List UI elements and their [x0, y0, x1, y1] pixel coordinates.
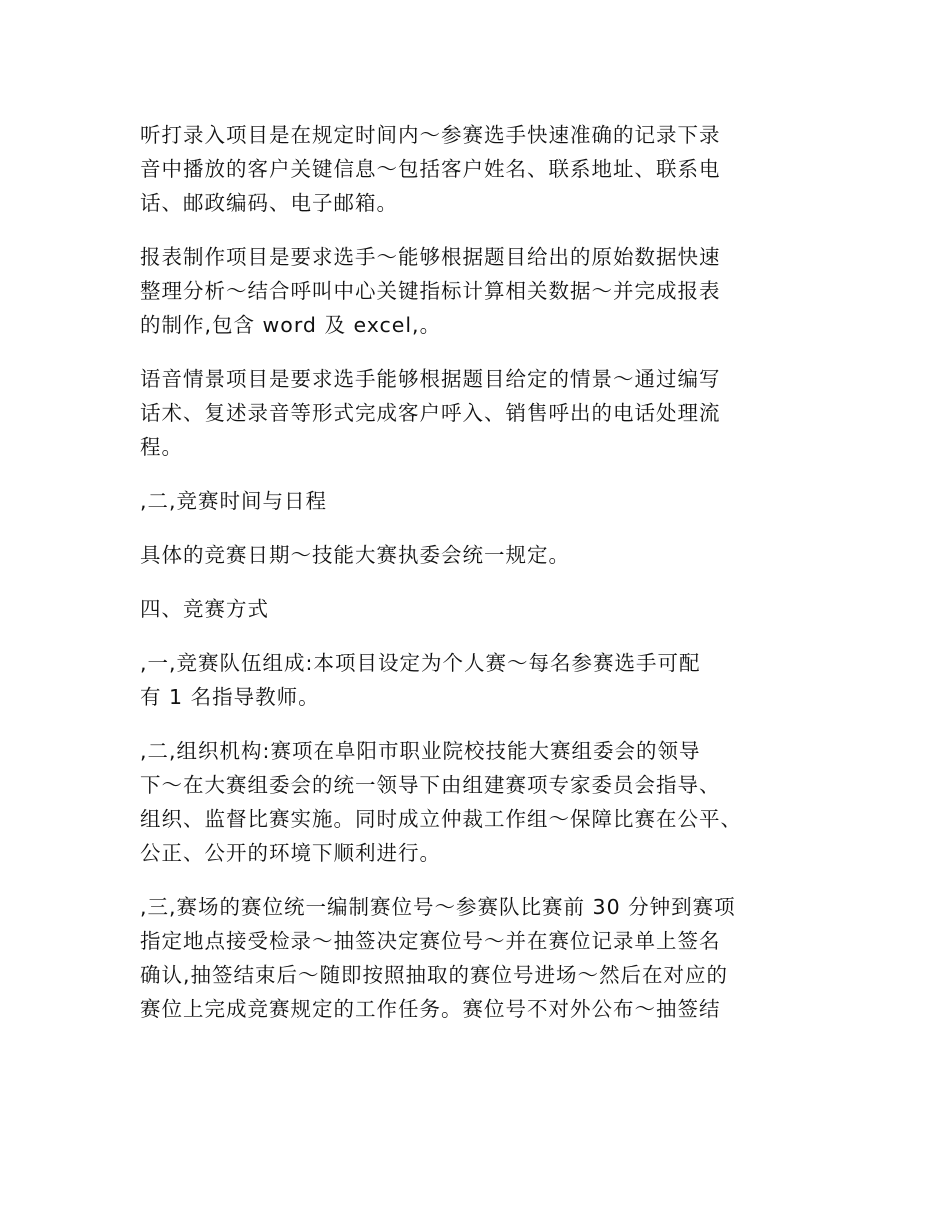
- paragraph-listening-typing: 听打录入项目是在规定时间内～参赛选手快速准确的记录下录 音中播放的客户关键信息～包括客户姓名、联系地址、联系电 话、邮政编码、电子邮箱。: [140, 123, 721, 215]
- paragraph-team-composition: ,一,竞赛队伍组成:本项目设定为个人赛～每名参赛选手可配 有 1 名指导教师。: [140, 651, 701, 709]
- heading-competition-method: 四、竞赛方式: [140, 597, 269, 621]
- paragraph-organization: ,二,组织机构:赛项在阜阳市职业院校技能大赛组委会的领导 下～在大赛组委会的统一领导下由组建赛项专家委员会指导、 组织、监督比赛实施。同时成立仲裁工作组～保障比赛在公平、 公正、公开的环境下顺利进行。: [140, 739, 742, 865]
- paragraph-competition-date: 具体的竞赛日期～技能大赛执委会统一规定。: [140, 543, 570, 567]
- paragraph-report-making: 报表制作项目是要求选手～能够根据题目给出的原始数据快速 整理分析～结合呼叫中心关键指标计算相关数据～并完成报表 的制作,包含 word 及 excel,。: [140, 245, 721, 337]
- heading-competition-schedule: ,二,竞赛时间与日程: [140, 489, 328, 513]
- document-body: [140, 118, 812, 1046]
- paragraph-voice-scenario: 语音情景项目是要求选手能够根据题目给定的情景～通过编写 话术、复述录音等形式完成客户呼入、销售呼出的电话处理流 程。: [140, 367, 721, 459]
- paragraph-seat-numbering: ,三,赛场的赛位统一编制赛位号～参赛队比赛前 30 分钟到赛项 指定地点接受检录～抽签决定赛位号～并在赛位记录单上签名 确认,抽签结束后～随即按照抽取的赛位号进场～然后在对应的 赛位上完成竞赛规定的工作任务。赛位号不对外公布～抽签结: [140, 895, 736, 1021]
